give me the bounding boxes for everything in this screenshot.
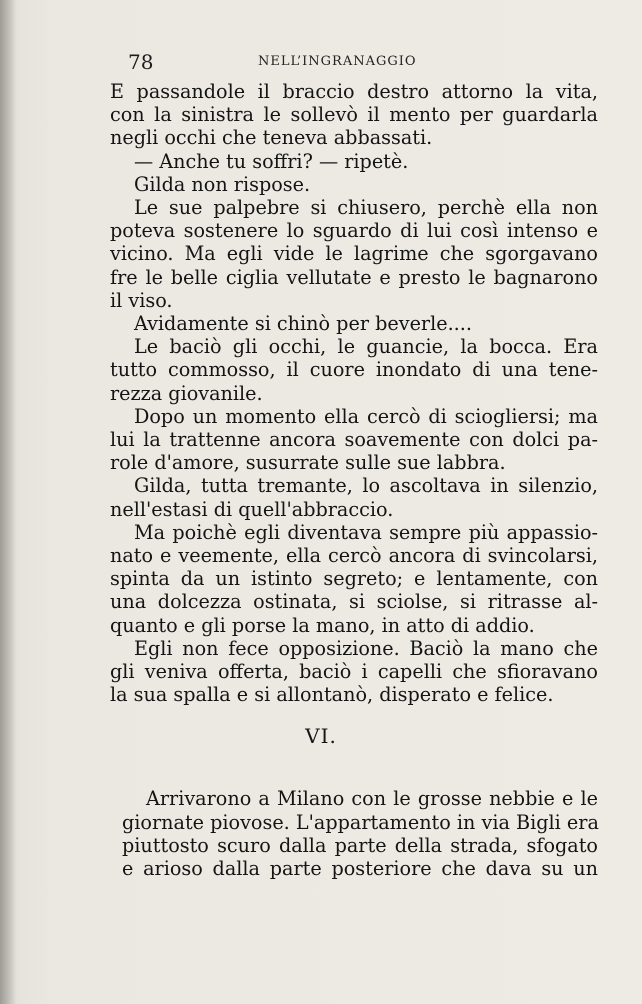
text-line: rezza giovanile. (110, 381, 263, 405)
paragraph (110, 405, 598, 475)
body-text (110, 80, 598, 706)
text-line: con la sinistra le sollevò il mento per guardarla (110, 103, 598, 127)
text-line: tutto commosso, il cuore inondato di una tene- (110, 358, 598, 382)
text-line: e arioso dalla parte posteriore che dava su un (122, 857, 598, 881)
text-line: — Anche tu soffri? — ripetè. (134, 149, 409, 173)
paragraph (110, 312, 598, 335)
text-line: Le sue palpebre si chiusero, perchè ella non (134, 196, 598, 220)
text-line: Egli non fece opposizione. Baciò la mano che (134, 636, 598, 660)
paragraph (110, 637, 598, 707)
text-line: poteva sostenere lo sguardo di lui così intenso e (110, 219, 598, 243)
text-line: quanto e gli porse la mano, in atto di addio. (110, 613, 535, 637)
text-line: nell'estasi di quell'abbraccio. (110, 497, 394, 521)
paragraph (110, 80, 598, 150)
text-line: negli occhi che teneva abbassati. (110, 126, 433, 150)
text-line: una dolcezza ostinata, si sciolse, si ritrasse al- (110, 590, 598, 614)
text-line: fre le belle ciglia vellutate e presto le bagnarono (110, 265, 598, 289)
text-line: Dopo un momento ella cercò di sciogliersi; ma (134, 404, 598, 428)
paragraph (110, 150, 598, 173)
text-line: giornate piovose. L'appartamento in via Bigli era (122, 810, 599, 834)
paragraph (110, 474, 598, 520)
text-line: Gilda non rispose. (134, 172, 311, 196)
paragraph (110, 521, 598, 637)
paragraph (122, 787, 598, 881)
text-line: vicino. Ma egli vide le lagrime che sgorgavano (110, 242, 598, 266)
text-line: piuttosto scuro dalla parte della strada, sfogato (122, 834, 598, 857)
page-number: 78 (128, 50, 154, 74)
text-line: role d'amore, susurrate sulle sue labbra. (110, 451, 506, 475)
text-line: Gilda, tutta tremante, lo ascoltava in silenzio, (134, 474, 598, 498)
text-line: Le baciò gli occhi, le guancie, la bocca. Era (134, 335, 598, 359)
text-line: Arrivarono a Milano con le grosse nebbie e le (146, 787, 598, 811)
page-header (128, 50, 598, 78)
text-line: Ma poichè egli diventava sempre più appassio- (134, 520, 598, 544)
chapter-body-text (122, 768, 598, 900)
text-line: nato e veemente, ella cercò ancora di svincolarsi, (110, 544, 598, 568)
text-line: Avidamente si chinò per beverle.... (134, 312, 472, 336)
paragraph (110, 173, 598, 196)
paragraph (110, 335, 598, 405)
text-line: E passandole il braccio destro attorno la vita, (110, 80, 598, 103)
running-title: NELL’INGRANAGGIO (258, 54, 417, 69)
text-line: lui la trattenne ancora soavemente con dolci pa- (110, 428, 598, 452)
chapter-heading: VI. (305, 724, 337, 748)
binding-shadow (0, 0, 16, 1004)
text-line: il viso. (110, 288, 173, 312)
text-line: spinta da un istinto segreto; e lentamente, con (110, 567, 598, 591)
text-line: gli veniva offerta, baciò i capelli che sfioravano (110, 660, 598, 684)
text-line: la sua spalla e si allontanò, disperato e felice. (110, 683, 554, 707)
paragraph (110, 196, 598, 312)
